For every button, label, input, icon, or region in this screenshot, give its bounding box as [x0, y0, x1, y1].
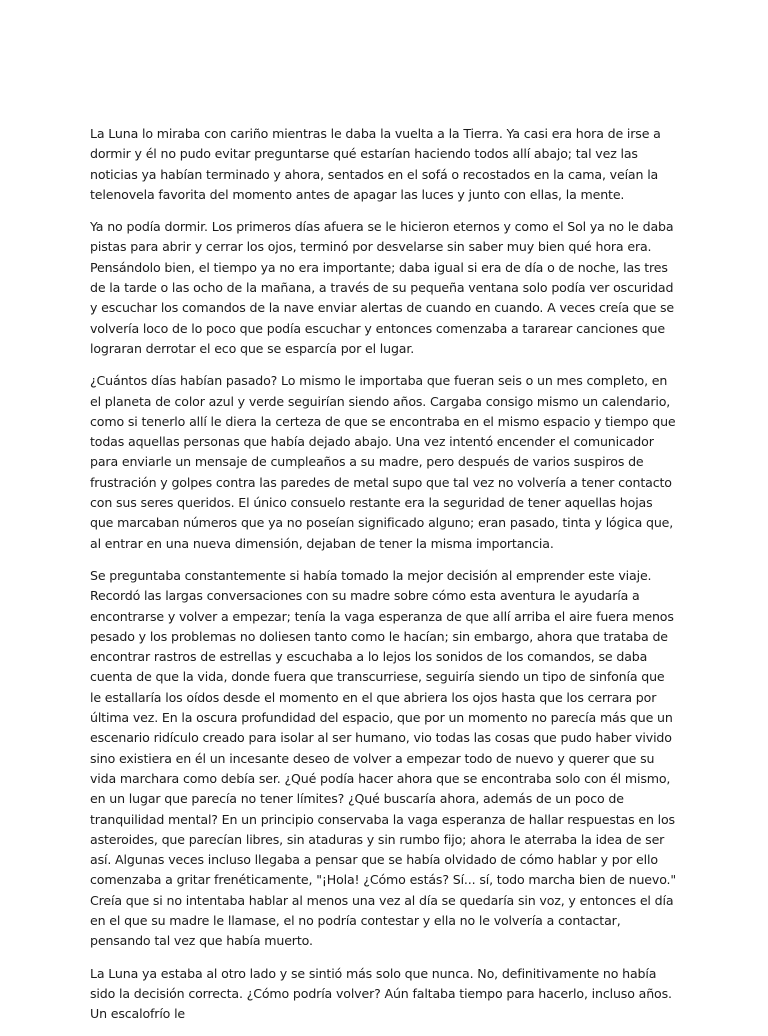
- paragraph-4: Se preguntaba constantemente si había tomado la mejor decisión al emprender este viaje. Recordó las largas conversaciones con su madre sobre cómo esta aventura le ayudaría a encontrarse y volver a empezar; tenía la vaga esperanza de que allí arriba el aire fuera menos pesado y los problemas no doliesen tanto como le hacían; sin embargo, ahora que trataba de encontrar rastros de estrellas y escuchaba a lo lejos los sonidos de los comandos, se daba cuenta de que la vida, donde fuera que transcurriese, seguiría siendo un tipo de sinfonía que le estallaría los oídos desde el momento en el que abriera los ojos hasta que los cerrara por última vez. En la oscura profundidad del espacio, que por un momento no parecía más que un escenario ridículo creado para isolar al ser humano, vio todas las cosas que pudo haber vivido sino existiera en él un incesante deseo de volver a empezar todo de nuevo y querer que su vida marchara como debía ser. ¿Qué podía hacer ahora que se encontraba solo con él mismo, en un lugar que parecía no tener límites? ¿Qué buscaría ahora, además de un poco de tranquilidad mental? En un principio conservaba la vaga esperanza de hallar respuestas en los asteroides, que parecían libres, sin ataduras y sin rumbo fijo; ahora le aterraba la idea de ser así. Algunas veces incluso llegaba a pensar que se había olvidado de cómo hablar y por ello comenzaba a gritar frenéticamente, "¡Hola! ¿Cómo estás? Sí... sí, todo marcha bien de nuevo." Creía que si no intentaba hablar al menos una vez al día se quedaría sin voz, y entonces el día en el que su madre le llamase, el no podría contestar y ella no le volvería a contactar, pensando tal vez que había muerto.: [90, 567, 677, 949]
- paragraph-3: ¿Cuántos días habían pasado? Lo mismo le importaba que fueran seis o un mes completo, en el planeta de color azul y verde seguirían siendo años. Cargaba consigo mismo un calendario, como si tenerlo allí le diera la certeza de que se encontraba en el mismo espacio y tiempo que todas aquellas personas que había dejado abajo. Una vez intentó encender el comunicador para enviarle un mensaje de cumpleaños a su madre, pero después de varios suspiros de frustración y golpes contra las paredes de metal supo que tal vez no volvería a tener contacto con sus seres queridos. El único consuelo restante era la seguridad de tener aquellas hojas que marcaban números que ya no poseían significado alguno; eran pasado, tinta y lógica que, al entrar en una nueva dimensión, dejaban de tener la misma importancia.: [90, 373, 676, 551]
- paragraph-1: La Luna lo miraba con cariño mientras le daba la vuelta a la Tierra. Ya casi era hora de irse a dormir y él no pudo evitar preguntarse qué estarían haciendo todos allí abajo; tal vez las noticias ya habían terminado y ahora, sentados en el sofá o recostados en la cama, veían la telenovela favorita del momento antes de apagar las luces y junto con ellas, la mente.: [90, 126, 661, 202]
- paragraph-5: La Luna ya estaba al otro lado y se sintió más solo que nunca. No, definitivamente no había sido la decisión correcta. ¿Cómo podría volver? Aún faltaba tiempo para hacerlo, incluso años. Un escalofrío le: [90, 965, 672, 1022]
- document-body: [90, 124, 678, 1036]
- paragraph-2: Ya no podía dormir. Los primeros días afuera se le hicieron eternos y como el Sol ya no le daba pistas para abrir y cerrar los ojos, terminó por desvelarse sin saber muy bien qué hora era. Pensándolo bien, el tiempo ya no era importante; daba igual si era de día o de noche, las tres de la tarde o las ocho de la mañana, a través de su pequeña ventana solo podía ver oscuridad y escuchar los comandos de la nave enviar alertas de cuando en cuando. A veces creía que se volvería loco de lo poco que podía escuchar y entonces comenzaba a tararear canciones que lograran derrotar el eco que se esparcía por el lugar.: [90, 219, 675, 356]
